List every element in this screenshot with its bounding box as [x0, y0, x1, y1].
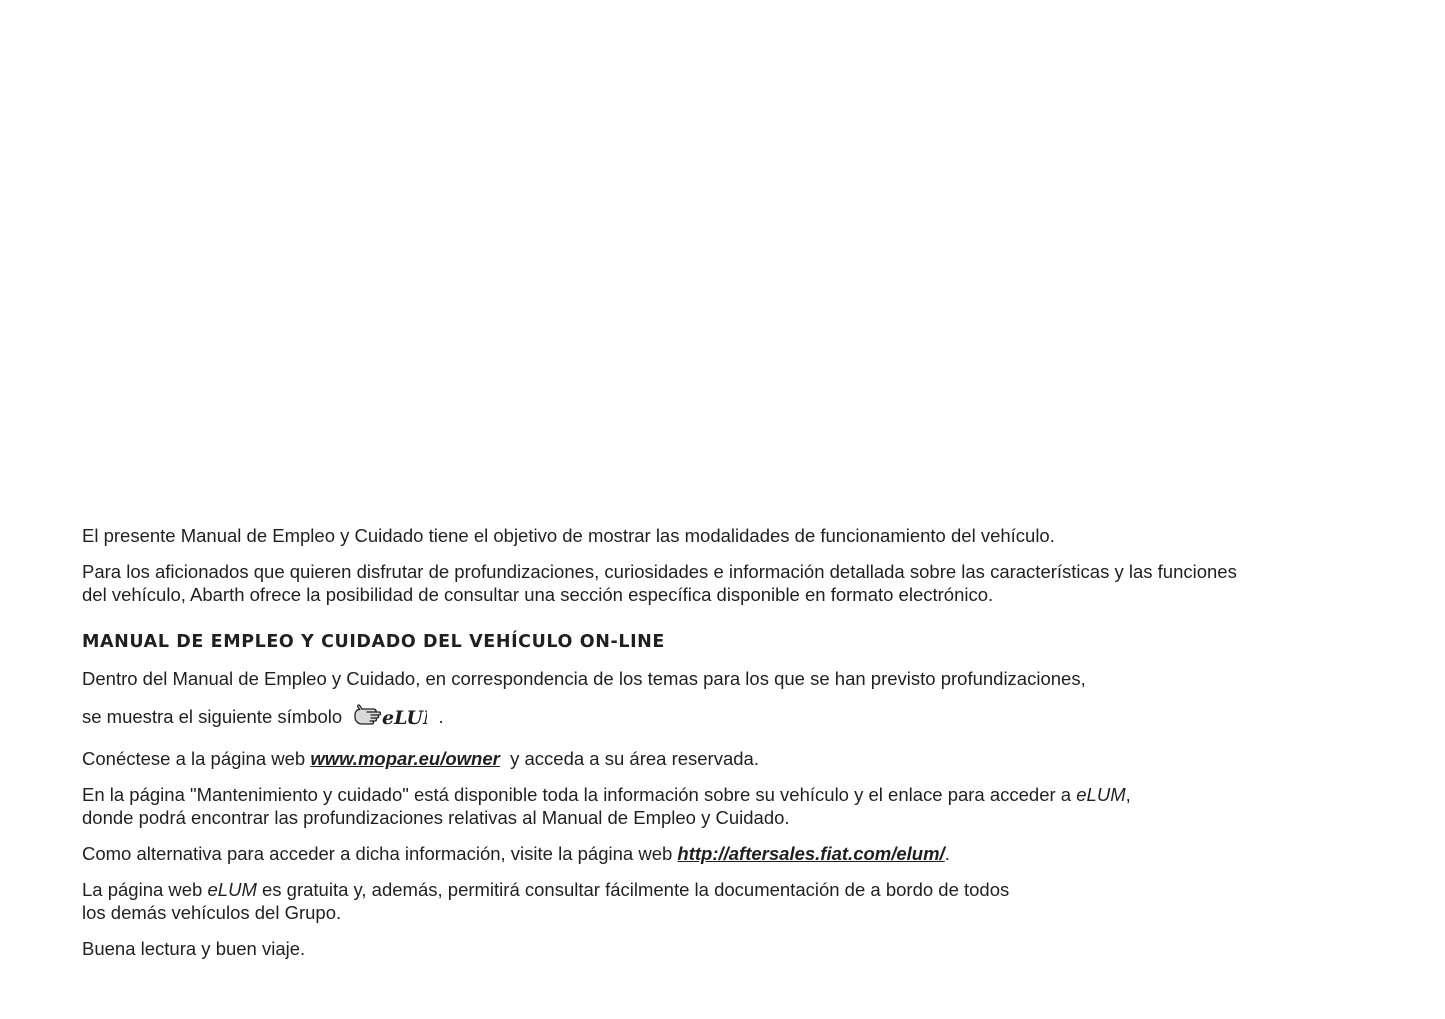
alternative-paragraph: [82, 842, 1312, 865]
free-line-2: los demás vehículos del Grupo.: [82, 902, 342, 923]
svg-text:eLUM: eLU: [382, 707, 424, 729]
maintenance-comma: ,: [1125, 784, 1131, 805]
maintenance-line-2: donde podrá encontrar las profundizaciones relativas al Manual de Empleo y Cuidado.: [82, 807, 790, 828]
section-heading: MANUAL DE EMPLEO Y CUIDADO DEL VEHÍCULO ON-LINE: [82, 632, 665, 652]
free-rest-text: es gratuita y, además, permitirá consultar fácilmente la documentación de a bordo de todos: [262, 879, 1010, 900]
aftersales-elum-link[interactable]: http://aftersales.fiat.com/elum/: [677, 843, 945, 864]
maintenance-elum-text: eLUM: [1076, 784, 1126, 805]
intro-paragraph: El presente Manual de Empleo y Cuidado tiene el objetivo de mostrar las modalidades de funcionamiento del vehículo.: [82, 525, 1055, 546]
closing-paragraph: Buena lectura y buen viaje.: [82, 938, 306, 959]
enthusiasts-line-1: Para los aficionados que quieren disfrutar de profundizaciones, curiosidades e información detallada sobre las características y las funciones: [82, 561, 1237, 582]
symbol-paragraph: [82, 703, 1312, 734]
free-paragraph: [82, 878, 1312, 924]
within-paragraph: Dentro del Manual de Empleo y Cuidado, en correspondencia de los temas para los que se han previsto profundizaciones,: [82, 668, 1086, 689]
alternative-prefix-text: Como alternativa para acceder a dicha información, visite la página web: [82, 843, 673, 864]
enthusiasts-line-2: del vehículo, Abarth ofrece la posibilidad de consultar una sección específica disponible en formato electrónico.: [82, 584, 994, 605]
enthusiasts-paragraph: [82, 560, 1312, 606]
symbol-prefix-text: se muestra el siguiente símbolo: [82, 706, 343, 727]
free-line-1: [82, 878, 1312, 901]
free-elum-text: eLUM: [207, 879, 257, 900]
maintenance-paragraph: [82, 783, 1312, 829]
alternative-suffix-text: .: [944, 843, 950, 864]
maintenance-line-1: [82, 783, 1312, 806]
manual-intro-section: [82, 524, 1312, 973]
symbol-suffix-text: .: [438, 706, 444, 727]
mopar-owner-link[interactable]: www.mopar.eu/owner: [310, 748, 500, 769]
free-prefix-text: La página web: [82, 879, 203, 900]
connect-paragraph: [82, 747, 1312, 770]
connect-prefix-text: Conéctese a la página web: [82, 748, 306, 769]
hand-pointing-elum-icon: [353, 703, 427, 734]
maintenance-prefix-text: En la página "Mantenimiento y cuidado" está disponible toda la información sobre su vehículo y el enlace para acceder a: [82, 784, 1072, 805]
connect-suffix-text: y acceda a su área reservada.: [510, 748, 759, 769]
